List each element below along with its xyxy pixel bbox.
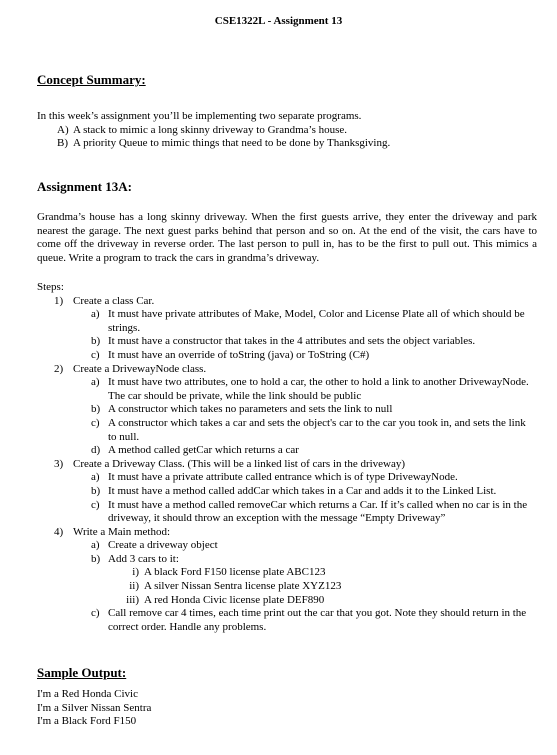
substep-text: Create a driveway object — [108, 539, 218, 552]
list-marker: c) — [91, 348, 100, 361]
concept-summary-heading: Concept Summary: — [37, 72, 146, 87]
substep-text: It must have an override of toString (java) or ToString (C#) — [108, 348, 370, 361]
list-marker: b) — [91, 335, 101, 348]
substep-item — [37, 485, 537, 499]
sample-output-line: I'm a Red Honda Civic — [37, 688, 138, 700]
concept-intro: In this week’s assignment you’ll be implementing two separate programs. — [37, 110, 362, 122]
substep-text: It must have a private attribute called entrance which is of type DrivewayNode. — [108, 471, 458, 484]
assignment-heading: Assignment 13A: — [37, 179, 132, 194]
substep-text: A constructor which takes a car and sets the object's car to the car you took in, and sets the link to null. — [108, 416, 526, 443]
substep-item — [37, 376, 537, 403]
list-marker: c) — [91, 498, 100, 511]
step-item — [37, 363, 537, 377]
subsubstep-text: A red Honda Civic license plate DEF890 — [144, 593, 325, 606]
substep-text: A method called getCar which returns a car — [108, 444, 299, 457]
subsubstep-item — [37, 580, 537, 594]
list-marker: iii) — [126, 593, 139, 606]
steps-section — [37, 281, 537, 634]
substep-text: It must have two attributes, one to hold a car, the other to hold a link to another DrivewayNode. The car should be private, while the link should be public — [108, 376, 529, 402]
list-marker: 4) — [54, 525, 64, 538]
substep-text: It must have private attributes of Make, Model, Color and License Plate all of which should be strings. — [108, 308, 525, 334]
document-title: CSE1322L - Assignment 13 — [214, 15, 343, 27]
substep-text: It must have a method called removeCar which returns a Car. If it’s called when no car is in the driveway, it should throw an exception with the message “Empty Driveway” — [108, 498, 528, 525]
concept-item-a — [37, 124, 537, 138]
step-text: Create a DrivewayNode class. — [73, 362, 207, 375]
substep-item — [37, 349, 537, 363]
list-marker: 2) — [54, 362, 64, 375]
list-marker: d) — [91, 444, 101, 457]
substep-item — [37, 539, 537, 553]
sample-output-line: I'm a Silver Nissan Sentra — [37, 701, 152, 714]
list-marker: c) — [91, 416, 100, 429]
list-marker: b) — [91, 552, 101, 565]
substep-text: Call remove car 4 times, each time print out the car that you got. Note they should return in the correct order. Handle any problems. — [108, 607, 527, 633]
list-marker: b) — [91, 403, 101, 416]
step-item — [37, 526, 537, 540]
step-text: Write a Main method: — [73, 525, 171, 538]
substep-item — [37, 607, 537, 634]
substep-item — [37, 417, 537, 444]
substep-text: Add 3 cars to it: — [108, 552, 179, 565]
step-item — [37, 295, 537, 309]
concept-item-b — [37, 137, 537, 151]
list-marker: 1) — [54, 294, 64, 307]
sample-output-lines — [37, 688, 537, 729]
list-marker: B) — [57, 137, 68, 150]
substep-item — [37, 499, 537, 526]
substep-item — [37, 335, 537, 349]
list-marker: 3) — [54, 457, 64, 470]
list-marker: A) — [57, 123, 69, 136]
substep-item — [37, 471, 537, 485]
substep-item — [37, 308, 537, 335]
substep-item — [37, 553, 537, 567]
step-text: Create a Driveway Class. (This will be a linked list of cars in the driveway) — [73, 457, 406, 470]
list-marker: a) — [91, 376, 100, 389]
subsubstep-text: A silver Nissan Sentra license plate XYZ123 — [144, 580, 342, 593]
sample-output-line: I'm a Black Ford F150 — [37, 715, 137, 728]
substep-item — [37, 403, 537, 417]
step-item — [37, 458, 537, 472]
list-marker: c) — [91, 607, 100, 620]
concept-summary-section — [37, 110, 537, 151]
sample-output-heading: Sample Output: — [37, 665, 127, 680]
subsubstep-text: A black Ford F150 license plate ABC123 — [144, 566, 326, 579]
list-item-text: A priority Queue to mimic things that need to be done by Thanksgiving. — [73, 137, 391, 150]
list-marker: a) — [91, 539, 100, 552]
list-marker: b) — [91, 484, 101, 497]
substep-item — [37, 444, 537, 458]
list-marker: a) — [91, 471, 100, 484]
list-marker: ii) — [129, 580, 139, 593]
steps-label: Steps: — [37, 281, 64, 293]
subsubstep-item — [37, 566, 537, 580]
list-marker: a) — [91, 308, 100, 321]
substep-text: It must have a constructor that takes in the 4 attributes and sets the object variables. — [108, 335, 476, 348]
subsubstep-item — [37, 594, 537, 608]
substep-text: A constructor which takes no parameters and sets the link to null — [108, 403, 393, 416]
substep-text: It must have a method called addCar which takes in a Car and adds it to the Linked List. — [108, 484, 497, 497]
list-item-text: A stack to mimic a long skinny driveway to Grandma’s house. — [73, 123, 348, 136]
assignment-paragraph: Grandma’s house has a long skinny driveway. When the first guests arrive, they enter the driveway and park nearest the garage. The next guest parks behind that person and so on. At the end of the visit, the cars have to come off the driveway in reverse order. The last person to pull in, has to be the first to pull out. This mimics a queue. Write a program to track the cars in grandma’s driveway. — [37, 211, 537, 264]
step-text: Create a class Car. — [73, 294, 155, 307]
list-marker: i) — [132, 566, 139, 579]
